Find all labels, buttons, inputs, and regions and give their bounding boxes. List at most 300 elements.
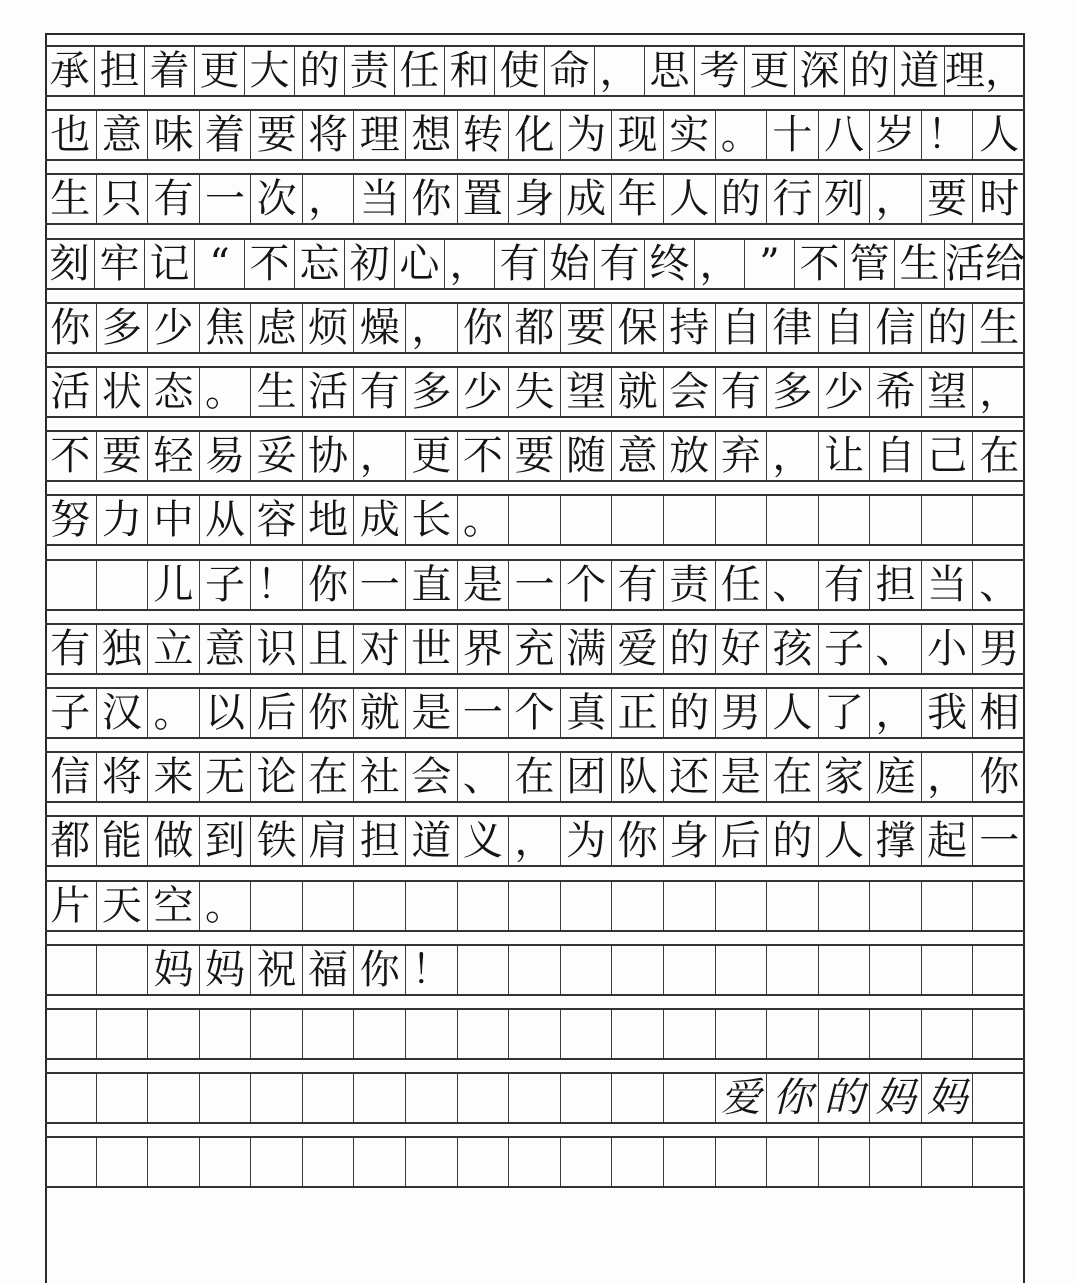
grid-cell: 你 xyxy=(406,175,458,223)
grid-cell: 责 xyxy=(664,561,716,609)
grid-cell: 中 xyxy=(148,496,200,544)
grid-cell: 自 xyxy=(819,304,871,352)
grid-cell: ， xyxy=(595,47,645,95)
grid-cell xyxy=(612,1010,664,1058)
grid-cell: 多 xyxy=(97,304,149,352)
grid-cell: 不 xyxy=(795,240,845,288)
grid-cell: 信 xyxy=(870,304,922,352)
grid-cell xyxy=(819,946,871,994)
grid-cell: 理， xyxy=(945,48,1025,94)
grid-cell: 的 xyxy=(767,817,819,865)
grid-cell: 以 xyxy=(200,689,252,737)
grid-cell: 识 xyxy=(251,625,303,673)
letter-line xyxy=(45,687,1025,739)
grid-cell xyxy=(870,882,922,930)
grid-cell: 在 xyxy=(303,753,355,801)
grid-cell: 轻 xyxy=(148,432,200,480)
letter-line xyxy=(45,366,1025,418)
grid-cell: 岁 xyxy=(870,111,922,159)
grid-cell xyxy=(45,1010,97,1058)
grid-cell: 、 xyxy=(870,625,922,673)
grid-cell: 你 xyxy=(303,689,355,737)
grid-cell: 界 xyxy=(458,625,510,673)
grid-cell: 人 xyxy=(767,689,819,737)
grid-cell: 烦 xyxy=(303,304,355,352)
grid-cell: ！ xyxy=(251,561,303,609)
grid-cell: 思 xyxy=(645,47,695,95)
grid-cell: 就 xyxy=(612,368,664,416)
grid-cell: 片 xyxy=(45,882,97,930)
grid-cell: ， xyxy=(922,753,974,801)
grid-cell: 望 xyxy=(922,368,974,416)
grid-cell: 道 xyxy=(895,47,945,95)
grid-cell: 和 xyxy=(445,47,495,95)
grid-cell: 祝 xyxy=(251,946,303,994)
grid-cell: 为 xyxy=(561,111,613,159)
grid-cell: 汉 xyxy=(97,689,149,737)
grid-cell: 满 xyxy=(561,625,613,673)
grid-cell: 让 xyxy=(819,432,871,480)
grid-cell: 也 xyxy=(45,111,97,159)
grid-cell: 会 xyxy=(664,368,716,416)
grid-cell: 无 xyxy=(200,753,252,801)
grid-cell: 道 xyxy=(406,817,458,865)
letter-line xyxy=(45,944,1025,996)
grid-cell: 终 xyxy=(645,240,695,288)
grid-cell: 孩 xyxy=(767,625,819,673)
grid-cell: 社 xyxy=(354,753,406,801)
grid-cell xyxy=(767,496,819,544)
grid-cell: 从 xyxy=(200,496,252,544)
grid-cell: 有 xyxy=(819,561,871,609)
grid-cell: 希 xyxy=(870,368,922,416)
grid-cell xyxy=(819,1138,871,1186)
grid-cell xyxy=(97,1138,149,1186)
grid-cell: 要 xyxy=(509,432,561,480)
grid-cell: 始 xyxy=(545,240,595,288)
grid-cell xyxy=(45,1138,97,1186)
grid-cell: 生 xyxy=(979,304,1020,351)
grid-cell: 来 xyxy=(148,753,200,801)
grid-cell: ， xyxy=(445,240,495,288)
grid-cell: 活给 xyxy=(945,240,1025,287)
grid-cell: 。 xyxy=(716,111,768,159)
grid-cell xyxy=(561,882,613,930)
grid-cell xyxy=(767,946,819,994)
grid-cell xyxy=(664,1138,716,1186)
grid-cell xyxy=(251,1010,303,1058)
grid-cell: 直 xyxy=(406,561,458,609)
grid-cell: 刻 xyxy=(45,240,95,288)
grid-cell xyxy=(973,946,1025,994)
grid-cell: 小 xyxy=(922,625,974,673)
letter-line xyxy=(45,623,1025,675)
grid-cell: 任 xyxy=(395,47,445,95)
grid-cell: 庭 xyxy=(870,753,922,801)
grid-cell xyxy=(612,946,664,994)
letter-line xyxy=(45,494,1025,546)
grid-cell: ， xyxy=(979,369,1020,415)
grid-cell: 初 xyxy=(345,240,395,288)
grid-cell xyxy=(922,1138,974,1186)
grid-cell: 能 xyxy=(97,817,149,865)
grid-cell: 成 xyxy=(561,175,613,223)
grid-cell: 的 xyxy=(716,175,768,223)
grid-cell xyxy=(200,1138,252,1186)
grid-cell: 放 xyxy=(664,432,716,480)
grid-cell: 、 xyxy=(458,753,510,801)
grid-cell: ， xyxy=(870,689,922,737)
grid-cell: 现 xyxy=(612,111,664,159)
grid-cell: 是 xyxy=(406,689,458,737)
grid-cell: 团 xyxy=(561,753,613,801)
grid-cell: 大 xyxy=(245,47,295,95)
grid-cell xyxy=(819,882,871,930)
grid-cell: 心 xyxy=(395,240,445,288)
grid-cell: 你 xyxy=(767,1074,819,1122)
grid-cell xyxy=(767,1138,819,1186)
grid-cell: ， xyxy=(354,432,406,480)
grid-cell: 你 xyxy=(612,817,664,865)
grid-cell: 将 xyxy=(97,753,149,801)
letter-line xyxy=(45,1008,1025,1060)
empty-grid-row xyxy=(45,1136,1025,1188)
grid-cell: 深 xyxy=(795,47,845,95)
grid-cell: 保 xyxy=(612,304,664,352)
grid-cell: 容 xyxy=(251,496,303,544)
grid-cell: 态 xyxy=(148,368,200,416)
grid-cell xyxy=(406,1074,458,1122)
grid-cell xyxy=(509,1138,561,1186)
grid-cell: 是 xyxy=(716,753,768,801)
grid-cell: 后 xyxy=(716,817,768,865)
grid-cell xyxy=(354,1138,406,1186)
grid-cell: 正 xyxy=(612,689,664,737)
grid-cell: ， xyxy=(509,817,561,865)
grid-cell: 。 xyxy=(200,882,252,930)
grid-cell xyxy=(148,1138,200,1186)
grid-cell: 我 xyxy=(922,689,974,737)
grid-cell: 地 xyxy=(303,496,355,544)
grid-cell: 意 xyxy=(200,625,252,673)
grid-cell: 己 xyxy=(922,432,974,480)
grid-cell xyxy=(251,1074,303,1122)
grid-cell: 男 xyxy=(979,625,1020,672)
grid-cell: 命 xyxy=(545,47,595,95)
grid-cell: 肩 xyxy=(303,817,355,865)
grid-cell: 有 xyxy=(612,561,664,609)
grid-cell xyxy=(303,1138,355,1186)
grid-cell xyxy=(922,882,974,930)
grid-cell: 人 xyxy=(979,112,1020,159)
grid-cell: 信 xyxy=(45,753,97,801)
letter-line xyxy=(45,302,1025,354)
grid-cell xyxy=(561,496,613,544)
grid-cell: 家 xyxy=(819,753,871,801)
grid-cell: 的 xyxy=(819,1074,871,1122)
grid-cell: 、 xyxy=(979,561,1020,608)
grid-cell: 就 xyxy=(354,689,406,737)
grid-cell xyxy=(664,882,716,930)
grid-cell: 身 xyxy=(509,175,561,223)
grid-cell: 有 xyxy=(45,625,97,673)
grid-cell: 在 xyxy=(979,433,1020,480)
grid-cell: 为 xyxy=(561,817,613,865)
grid-cell: 次 xyxy=(251,175,303,223)
grid-cell: 起 xyxy=(922,817,974,865)
grid-cell xyxy=(664,946,716,994)
grid-cell: 要 xyxy=(922,175,974,223)
grid-cell: 队 xyxy=(612,753,664,801)
grid-cell: 活 xyxy=(303,368,355,416)
grid-cell xyxy=(561,1138,613,1186)
grid-cell: 虑 xyxy=(251,304,303,352)
grid-cell: 理 xyxy=(354,111,406,159)
grid-cell: 列 xyxy=(819,175,871,223)
grid-cell: 任 xyxy=(716,561,768,609)
grid-cell xyxy=(97,946,149,994)
grid-cell: 有 xyxy=(595,240,645,288)
grid-cell: 爱 xyxy=(716,1074,768,1122)
grid-cell: 长 xyxy=(406,496,458,544)
grid-cell: 少 xyxy=(819,368,871,416)
grid-cell: 自 xyxy=(716,304,768,352)
grid-cell xyxy=(612,496,664,544)
grid-cell: 力 xyxy=(97,496,149,544)
grid-cell xyxy=(354,882,406,930)
grid-cell xyxy=(509,882,561,930)
grid-cell xyxy=(819,1010,871,1058)
letter-line xyxy=(45,751,1025,803)
grid-cell xyxy=(354,1074,406,1122)
grid-cell xyxy=(716,1010,768,1058)
grid-cell: 担 xyxy=(95,47,145,95)
grid-cell: 一 xyxy=(979,818,1020,865)
grid-cell: 一 xyxy=(200,175,252,223)
grid-cell: 成 xyxy=(354,496,406,544)
grid-cell xyxy=(509,946,561,994)
grid-cell: 子 xyxy=(45,689,97,737)
grid-cell: 化 xyxy=(509,111,561,159)
grid-cell: 时 xyxy=(979,176,1020,223)
grid-cell: 协 xyxy=(303,432,355,480)
grid-cell: 燥 xyxy=(354,304,406,352)
grid-cell: 活 xyxy=(45,368,97,416)
grid-cell: ， xyxy=(303,175,355,223)
letter-line xyxy=(45,1072,1025,1124)
letter-line xyxy=(45,880,1025,932)
grid-cell: 还 xyxy=(664,753,716,801)
grid-cell: 有 xyxy=(354,368,406,416)
grid-cell xyxy=(716,496,768,544)
grid-cell: 空 xyxy=(148,882,200,930)
grid-cell: 到 xyxy=(200,817,252,865)
grid-cell: 都 xyxy=(45,817,97,865)
grid-cell xyxy=(406,1138,458,1186)
grid-cell: 不 xyxy=(45,432,97,480)
grid-cell: 管 xyxy=(845,240,895,288)
grid-cell: 更 xyxy=(406,432,458,480)
grid-cell xyxy=(922,946,974,994)
letter-line xyxy=(45,45,1025,97)
grid-cell xyxy=(612,1138,664,1186)
grid-cell xyxy=(870,1138,922,1186)
grid-cell: 味 xyxy=(148,111,200,159)
grid-cell xyxy=(303,882,355,930)
grid-cell: 要 xyxy=(251,111,303,159)
grid-cell xyxy=(870,946,922,994)
grid-cell: 少 xyxy=(458,368,510,416)
grid-cell: 只 xyxy=(97,175,149,223)
grid-cell: ！ xyxy=(406,946,458,994)
grid-cell: 儿 xyxy=(148,561,200,609)
grid-cell: 了 xyxy=(819,689,871,737)
grid-cell: 状 xyxy=(97,368,149,416)
grid-cell xyxy=(509,1074,561,1122)
grid-cell: ” xyxy=(745,240,795,288)
letter-line xyxy=(45,109,1025,161)
grid-cell: 铁 xyxy=(251,817,303,865)
grid-cell xyxy=(406,882,458,930)
grid-cell xyxy=(200,1010,252,1058)
grid-cell xyxy=(458,1138,510,1186)
grid-cell: 失 xyxy=(509,368,561,416)
grid-cell xyxy=(303,1074,355,1122)
grid-cell: 年 xyxy=(612,175,664,223)
grid-cell: 在 xyxy=(767,753,819,801)
grid-cell xyxy=(251,1138,303,1186)
grid-cell: 充 xyxy=(509,625,561,673)
grid-cell: 意 xyxy=(97,111,149,159)
grid-cell: 身 xyxy=(664,817,716,865)
grid-cell: 随 xyxy=(561,432,613,480)
grid-cell xyxy=(664,1074,716,1122)
grid-cell: 。 xyxy=(200,368,252,416)
grid-cell xyxy=(97,1010,149,1058)
grid-cell xyxy=(561,1010,613,1058)
grid-cell: 焦 xyxy=(200,304,252,352)
grid-cell xyxy=(870,1010,922,1058)
grid-cell: 、 xyxy=(767,561,819,609)
grid-cell xyxy=(870,496,922,544)
grid-cell: 要 xyxy=(561,304,613,352)
grid-cell: 个 xyxy=(509,689,561,737)
grid-cell: 有 xyxy=(148,175,200,223)
grid-cell xyxy=(973,1010,1025,1058)
grid-cell xyxy=(148,1074,200,1122)
grid-cell: 义 xyxy=(458,817,510,865)
grid-cell: 意 xyxy=(612,432,664,480)
grid-cell xyxy=(251,882,303,930)
grid-cell: 的 xyxy=(845,47,895,95)
grid-cell: ！ xyxy=(922,111,974,159)
grid-cell: 你 xyxy=(303,561,355,609)
grid-cell: 生 xyxy=(251,368,303,416)
grid-cell: 易 xyxy=(200,432,252,480)
grid-cell xyxy=(973,882,1025,930)
grid-cell xyxy=(458,1074,510,1122)
grid-cell: 后 xyxy=(251,689,303,737)
grid-cell xyxy=(97,561,149,609)
grid-cell xyxy=(973,1138,1025,1186)
grid-cell: 好 xyxy=(716,625,768,673)
grid-cell: 在 xyxy=(509,753,561,801)
grid-cell: 责 xyxy=(345,47,395,95)
grid-cell: 想 xyxy=(406,111,458,159)
grid-cell xyxy=(767,1010,819,1058)
grid-cell: 真 xyxy=(561,689,613,737)
letter-line xyxy=(45,559,1025,611)
grid-cell: 担 xyxy=(354,817,406,865)
grid-cell: 福 xyxy=(303,946,355,994)
grid-cell: 独 xyxy=(97,625,149,673)
grid-cell xyxy=(716,946,768,994)
grid-cell: 男 xyxy=(716,689,768,737)
grid-cell: 将 xyxy=(303,111,355,159)
grid-cell: 做 xyxy=(148,817,200,865)
grid-cell: 转 xyxy=(458,111,510,159)
grid-cell: 有 xyxy=(495,240,545,288)
grid-cell xyxy=(819,496,871,544)
grid-cell: 考 xyxy=(695,47,745,95)
grid-cell xyxy=(303,1010,355,1058)
grid-cell: 八 xyxy=(819,111,871,159)
grid-cell xyxy=(973,1074,1025,1122)
grid-cell: 都 xyxy=(509,304,561,352)
grid-cell: 少 xyxy=(148,304,200,352)
grid-cell: 是 xyxy=(458,561,510,609)
grid-cell xyxy=(97,1074,149,1122)
grid-cell: 人 xyxy=(664,175,716,223)
grid-cell: 一 xyxy=(509,561,561,609)
grid-cell: 妈 xyxy=(922,1074,974,1122)
grid-cell xyxy=(716,882,768,930)
grid-cell: 担 xyxy=(870,561,922,609)
grid-cell: 更 xyxy=(745,47,795,95)
letter-line xyxy=(45,238,1025,290)
grid-cell: 你 xyxy=(354,946,406,994)
grid-cell: 牢 xyxy=(95,240,145,288)
grid-cell: 不 xyxy=(458,432,510,480)
grid-cell: 自 xyxy=(870,432,922,480)
grid-cell: 努 xyxy=(45,496,97,544)
grid-cell: 天 xyxy=(97,882,149,930)
grid-cell: 当 xyxy=(354,175,406,223)
grid-cell: ， xyxy=(767,432,819,480)
grid-cell: ， xyxy=(870,175,922,223)
grid-cell: 多 xyxy=(767,368,819,416)
grid-cell xyxy=(200,1074,252,1122)
grid-cell: 爱 xyxy=(612,625,664,673)
grid-cell: 妈 xyxy=(148,946,200,994)
grid-cell xyxy=(45,946,97,994)
grid-cell: 你 xyxy=(45,304,97,352)
grid-cell: 。 xyxy=(148,689,200,737)
grid-cell: 着 xyxy=(145,47,195,95)
grid-cell: 弃 xyxy=(716,432,768,480)
grid-cell: 一 xyxy=(458,689,510,737)
grid-cell: 人 xyxy=(819,817,871,865)
grid-cell: 妈 xyxy=(870,1074,922,1122)
letter-line xyxy=(45,173,1025,225)
grid-cell: 的 xyxy=(295,47,345,95)
grid-cell: 子 xyxy=(819,625,871,673)
grid-cell: 更 xyxy=(195,47,245,95)
grid-cell: 承 xyxy=(45,47,95,95)
grid-cell: 持 xyxy=(664,304,716,352)
grid-cell xyxy=(716,1138,768,1186)
grid-cell: 多 xyxy=(406,368,458,416)
